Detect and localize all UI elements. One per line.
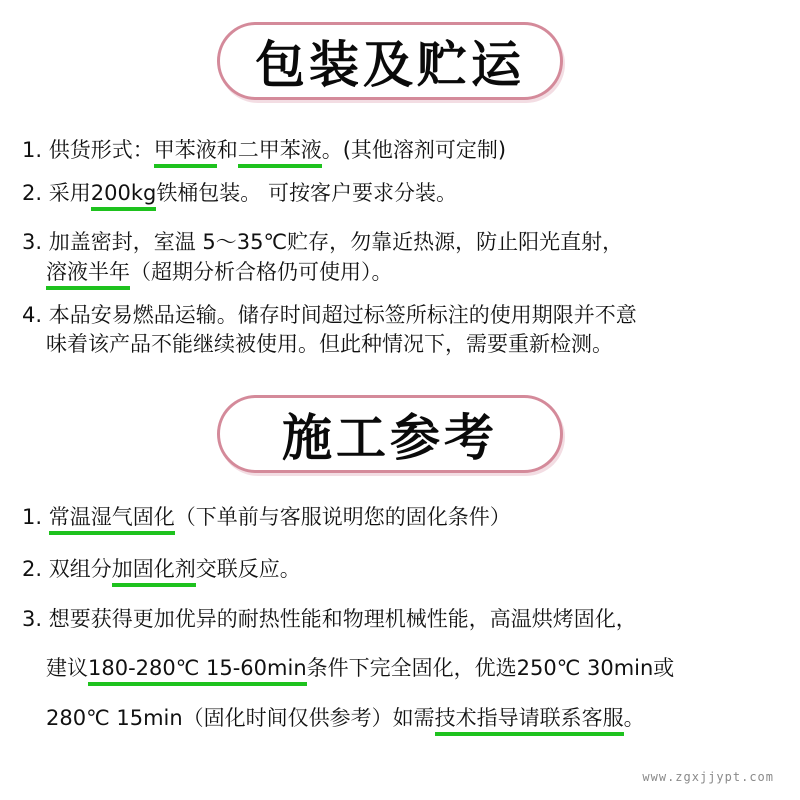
- highlight-contact-support: 技术指导请联系客服: [435, 706, 624, 736]
- highlight-toluene: 甲苯液: [154, 138, 217, 168]
- highlight-curing-agent: 加固化剂: [112, 557, 196, 587]
- construction-item-3-line-1: 3. 想要获得更加优异的耐热性能和物理机械性能，高温烘烤固化，: [22, 607, 637, 631]
- construction-heading: [217, 395, 563, 473]
- packaging-item-2: 2. 采用200kg铁桶包装。 可按客户要求分装。: [22, 180, 457, 206]
- construction-item-2: 2. 双组分加固化剂交联反应。: [22, 556, 301, 582]
- construction-title: 施工参考: [282, 409, 498, 467]
- packaging-title: 包装及贮运: [255, 36, 525, 94]
- highlight-xylene: 二甲苯液: [238, 138, 322, 168]
- construction-item-1: 1. 常温湿气固化（下单前与客服说明您的固化条件）: [22, 504, 511, 530]
- highlight-half-year: 溶液半年: [46, 260, 130, 290]
- site-watermark: www.zgxjjypt.com: [642, 770, 774, 784]
- packaging-item-4-line-1: 4. 本品安易燃品运输。储存时间超过标签所标注的使用期限并不意: [22, 303, 637, 327]
- highlight-moisture-cure: 常温湿气固化: [49, 505, 175, 535]
- construction-item-3-line-3: 280℃ 15min（固化时间仅供参考）如需技术指导请联系客服。: [46, 705, 645, 731]
- packaging-heading: [217, 22, 563, 100]
- packaging-item-3-line-2: 溶液半年（超期分析合格仍可使用）。: [46, 259, 393, 285]
- construction-item-3-line-2: 建议180-280℃ 15-60min条件下完全固化，优选250℃ 30min或: [46, 655, 674, 681]
- highlight-cure-conditions: 180-280℃ 15-60min: [88, 656, 307, 686]
- packaging-item-3-line-1: 3. 加盖密封，室温 5～35℃贮存，勿靠近热源，防止阳光直射，: [22, 230, 624, 254]
- packaging-item-1: 1. 供货形式：甲苯液和二甲苯液。(其他溶剂可定制): [22, 137, 506, 163]
- highlight-200kg: 200kg: [91, 181, 157, 211]
- packaging-item-4-line-2: 味着该产品不能继续被使用。但此种情况下，需要重新检测。: [46, 332, 613, 356]
